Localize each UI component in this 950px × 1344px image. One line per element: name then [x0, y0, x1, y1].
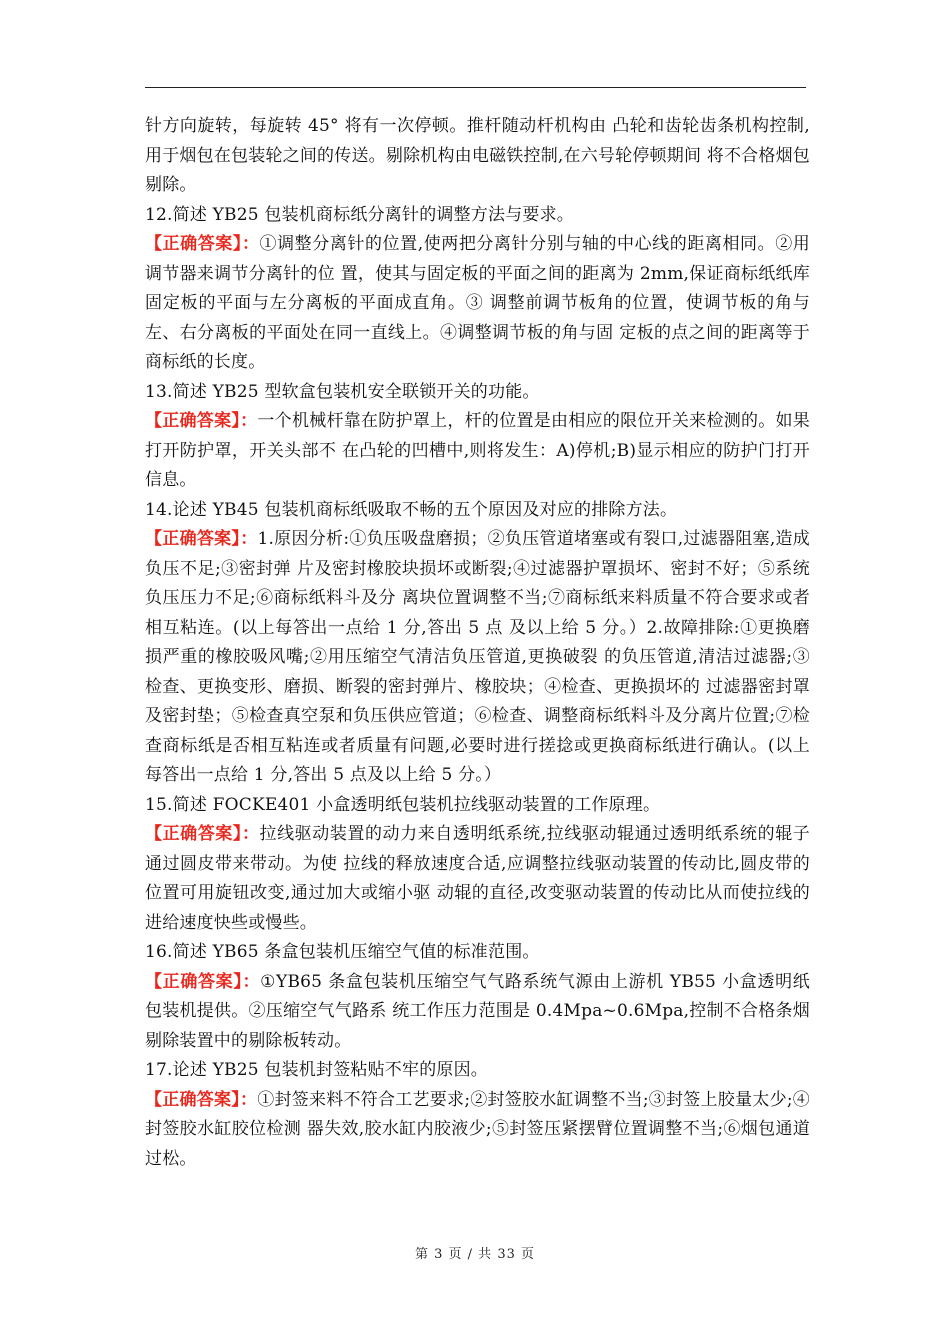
answer-17	[145, 1086, 810, 1175]
answer-text: 一个机械杆靠在防护罩上，杆的位置是由相应的限位开关来检测的。如果打开防护罩，开关头部不 在凸轮的凹槽中,则将发生：A)停机;B)显示相应的防护门打开信息。	[145, 411, 810, 490]
answer-label: 【正确答案】：	[145, 824, 260, 844]
question-13: 13.简述 YB25 型软盒包装机安全联锁开关的功能。	[145, 381, 540, 402]
answer-14	[145, 525, 810, 791]
question-15: 15.简述 FOCKE401 小盒透明纸包装机拉线驱动装置的工作原理。	[145, 794, 661, 815]
answer-label: 【正确答案】：	[145, 1089, 258, 1110]
answer-text: ①YB65 条盒包装机压缩空气气路系统气源由上游机 YB55 小盒透明纸包装机提供。②压缩空气气路系 统工作压力范围是 0.4Mpa~0.6Mpa,控制不合格条烟剔除装置中的剔除板转动。	[145, 971, 810, 1051]
answer-label: 【正确答案】：	[145, 234, 260, 254]
answer-text: ①调整分离针的位置,使两把分离针分别与轴的中心线的距离相同。②用调节器来调节分离针的位 置，使其与固定板的平面之间的距离为 2mm,保证商标纸纸库固定板的平面与左分离板的平面成直角。③ 调整前调节板角的位置，使调节板的角与左、右分离板的平面处在同一直线上。④调整调节板的角与固 定板的点之间的距离等于商标纸的长度。	[145, 234, 810, 372]
document-body	[145, 112, 810, 1174]
intro-paragraph: 针方向旋转，每旋转 45° 将有一次停顿。推杆随动杆机构由 凸轮和齿轮齿条机构控制,用于烟包在包装轮之间的传送。剔除机构由电磁铁控制,在六号轮停顿期间 将不合格烟包剔除。	[145, 116, 810, 195]
question-12: 12.简述 YB25 包装机商标纸分离针的调整方法与要求。	[145, 204, 574, 225]
answer-16	[145, 968, 810, 1057]
page-number-footer: 第 3 页 / 共 33 页	[415, 1247, 535, 1262]
question-14: 14.论述 YB45 包装机商标纸吸取不畅的五个原因及对应的排除方法。	[145, 499, 678, 520]
answer-label: 【正确答案】：	[145, 971, 261, 992]
answer-15	[145, 820, 810, 938]
answer-text: ①封签来料不符合工艺要求;②封签胶水缸调整不当;③封签上胶量太少;④封签胶水缸胶位检测 器失效,胶水缸内胶液少;⑤封签压紧摆臂位置调整不当;⑥烟包通道过松。	[145, 1089, 811, 1169]
answer-text: 拉线驱动装置的动力来自透明纸系统,拉线驱动辊通过透明纸系统的辊子通过圆皮带来带动。为使 拉线的释放速度合适,应调整拉线驱动装置的传动比,圆皮带的位置可用旋钮改变,通过加大或缩小驱 动辊的直径,改变驱动装置的传动比从而使拉线的进给速度快些或慢些。	[145, 824, 810, 933]
answer-13	[145, 407, 810, 496]
answer-12	[145, 230, 810, 378]
question-16: 16.简述 YB65 条盒包装机压缩空气值的标准范围。	[145, 942, 540, 962]
answer-text: 1.原因分析:①负压吸盘磨损；②负压管道堵塞或有裂口,过滤器阻塞,造成负压不足;③密封弹 片及密封橡胶块损坏或断裂;④过滤器护罩损坏、密封不好；⑤系统负压压力不足;⑥商标纸料斗及分 离块位置调整不当;⑦商标纸来料质量不符合要求或者相互粘连。(以上每答出一点给 1 分,答出 5 点 及以上给 5 分。）2.故障排除:①更换磨损严重的橡胶吸风嘴;②用压缩空气清洁负压管道,更换破裂 的负压管道,清洁过滤器;③检查、更换变形、磨损、断裂的密封弹片、橡胶块；④检查、更换损坏的 过滤器密封罩及密封垫；⑤检查真空泵和负压供应管道；⑥检查、调整商标纸料斗及分离片位置;⑦检 查商标纸是否相互粘连或者质量有问题,必要时进行搓捻或更换商标纸进行确认。(以上每答出一点给 1 分,答出 5 点及以上给 5 分。）	[145, 529, 810, 785]
header-rule	[145, 87, 806, 88]
question-17: 17.论述 YB25 包装机封签粘贴不牢的原因。	[145, 1060, 488, 1080]
answer-label: 【正确答案】：	[145, 529, 258, 549]
answer-label: 【正确答案】：	[145, 411, 258, 431]
